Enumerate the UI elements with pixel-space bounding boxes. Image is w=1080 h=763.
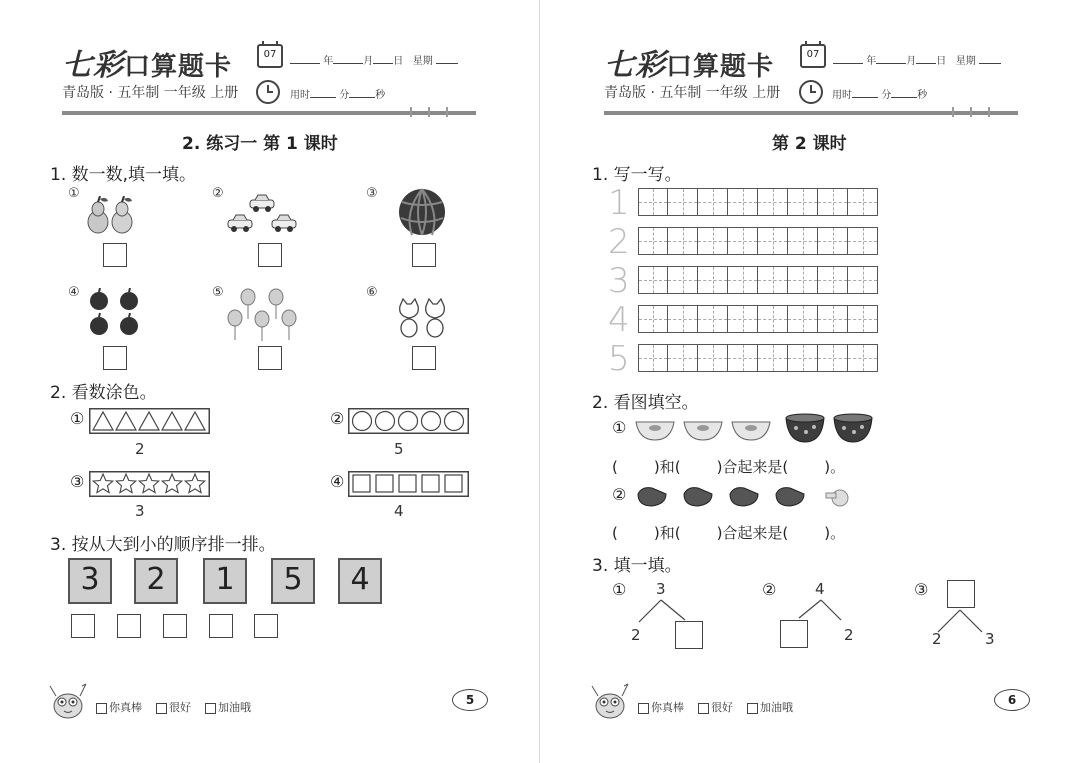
date-fields: 年 月 日 星期 [833, 52, 1001, 67]
number-card: 3 [68, 558, 112, 604]
writing-cell[interactable] [638, 227, 668, 255]
clock-icon [256, 80, 280, 104]
brand-title: 七彩口算题卡 [62, 48, 233, 83]
writing-cell[interactable] [788, 188, 818, 216]
lesson-title: 2. 练习一 第 1 课时 [182, 134, 338, 154]
answer-box[interactable] [254, 614, 278, 638]
target-count: 4 [394, 502, 404, 520]
triangle-strip[interactable] [89, 408, 210, 434]
item-number: ① [612, 580, 627, 599]
writing-cell[interactable] [848, 344, 878, 372]
writing-grid-row [638, 344, 878, 372]
item-number: ③ [366, 186, 378, 201]
writing-cell[interactable] [758, 305, 788, 333]
writing-grid-row [638, 188, 878, 216]
time-fields: 用时 分 秒 [832, 86, 927, 101]
bond-top: 4 [815, 580, 825, 598]
brand-title: 七彩口算题卡 [604, 48, 775, 83]
checkbox[interactable] [747, 703, 758, 714]
writing-cell[interactable] [788, 305, 818, 333]
bond-right: 2 [844, 626, 854, 644]
circle-strip[interactable] [348, 408, 469, 434]
rule-tick [988, 107, 990, 117]
writing-cell[interactable] [758, 266, 788, 294]
pear-icon [84, 196, 140, 234]
trace-digit: 4 [608, 300, 630, 340]
writing-cell[interactable] [758, 188, 788, 216]
writing-cell[interactable] [698, 188, 728, 216]
answer-box[interactable] [675, 621, 703, 649]
writing-cell[interactable] [848, 266, 878, 294]
writing-cell[interactable] [698, 305, 728, 333]
writing-grid-row [638, 227, 878, 255]
writing-cell[interactable] [758, 344, 788, 372]
item-number: ① [70, 409, 85, 428]
rule-tick [952, 107, 954, 117]
header-rule [62, 111, 476, 115]
writing-cell[interactable] [788, 344, 818, 372]
calendar-icon: 07 [257, 44, 283, 68]
answer-box[interactable] [947, 580, 975, 608]
writing-cell[interactable] [668, 266, 698, 294]
answer-box[interactable] [412, 346, 436, 370]
writing-cell[interactable] [818, 188, 848, 216]
fill-sentence: ( )和( )合起来是( )。 [612, 524, 846, 542]
number-card: 4 [338, 558, 382, 604]
rating-options: 你真棒 很好 加油哦 [96, 699, 251, 715]
writing-cell[interactable] [848, 188, 878, 216]
number-card: 2 [134, 558, 178, 604]
watermelon-icon [398, 188, 446, 236]
writing-cell[interactable] [728, 305, 758, 333]
number-card: 5 [271, 558, 315, 604]
item-number: ③ [70, 472, 85, 491]
bond-left: 2 [932, 630, 942, 648]
writing-cell[interactable] [818, 266, 848, 294]
answer-box[interactable] [258, 243, 282, 267]
writing-cell[interactable] [668, 227, 698, 255]
writing-grid-row [638, 305, 878, 333]
target-count: 2 [135, 440, 145, 458]
writing-cell[interactable] [698, 266, 728, 294]
page-number: 6 [994, 689, 1030, 711]
car-icon [226, 192, 300, 236]
rule-tick [410, 107, 412, 117]
trace-digit: 2 [608, 222, 630, 262]
trace-digit: 3 [608, 261, 630, 301]
answer-box[interactable] [117, 614, 141, 638]
writing-cell[interactable] [758, 227, 788, 255]
bond-left: 2 [631, 626, 641, 644]
clock-icon [799, 80, 823, 104]
writing-cell[interactable] [818, 305, 848, 333]
checkbox[interactable] [96, 703, 107, 714]
page-number: 5 [452, 689, 488, 711]
question-3-title: 3. 填一填。 [592, 556, 682, 576]
writing-cell[interactable] [728, 188, 758, 216]
writing-cell[interactable] [668, 344, 698, 372]
question-1-title: 1. 数一数,填一填。 [50, 165, 197, 185]
writing-cell[interactable] [818, 344, 848, 372]
writing-cell[interactable] [848, 305, 878, 333]
writing-cell[interactable] [668, 305, 698, 333]
writing-cell[interactable] [848, 227, 878, 255]
time-fields: 用时 分 秒 [290, 86, 385, 101]
answer-box[interactable] [71, 614, 95, 638]
question-2-title: 2. 看图填空。 [592, 393, 699, 413]
answer-box[interactable] [103, 346, 127, 370]
square-strip[interactable] [348, 471, 469, 497]
item-number: ① [612, 418, 627, 437]
rule-tick [970, 107, 972, 117]
dark-bowl-icon [784, 412, 884, 448]
checkbox[interactable] [698, 703, 709, 714]
item-number: ③ [914, 580, 929, 599]
answer-box[interactable] [412, 243, 436, 267]
writing-cell[interactable] [698, 227, 728, 255]
item-number: ⑤ [212, 285, 224, 300]
item-number: ④ [68, 285, 80, 300]
page-right [540, 0, 1080, 763]
mascot-icon [46, 680, 92, 722]
writing-cell[interactable] [668, 188, 698, 216]
number-card: 1 [203, 558, 247, 604]
writing-cell[interactable] [728, 266, 758, 294]
mascot-icon [588, 680, 634, 722]
apple-icon [88, 288, 140, 338]
checkbox[interactable] [205, 703, 216, 714]
edition-label: 青岛版 · 五年制 一年级 上册 [62, 85, 239, 101]
question-2-title: 2. 看数涂色。 [50, 383, 157, 403]
item-number: ② [762, 580, 777, 599]
writing-grid-row [638, 266, 878, 294]
checkbox[interactable] [638, 703, 649, 714]
edition-label: 青岛版 · 五年制 一年级 上册 [604, 85, 781, 101]
writing-cell[interactable] [818, 227, 848, 255]
item-number: ② [612, 485, 627, 504]
writing-cell[interactable] [638, 344, 668, 372]
writing-cell[interactable] [728, 227, 758, 255]
writing-cell[interactable] [638, 266, 668, 294]
cat-icon [396, 298, 448, 338]
question-3-title: 3. 按从大到小的顺序排一排。 [50, 535, 276, 555]
answer-box[interactable] [258, 346, 282, 370]
checkbox[interactable] [156, 703, 167, 714]
rating-options: 你真棒 很好 加油哦 [638, 699, 793, 715]
whistle-icon [634, 484, 864, 512]
rule-tick [428, 107, 430, 117]
item-number: ④ [330, 472, 345, 491]
star-strip[interactable] [89, 471, 210, 497]
writing-cell[interactable] [728, 344, 758, 372]
answer-box[interactable] [103, 243, 127, 267]
trace-digit: 5 [608, 339, 630, 379]
question-1-title: 1. 写一写。 [592, 165, 682, 185]
answer-box[interactable] [780, 620, 808, 648]
bond-right: 3 [985, 630, 995, 648]
target-count: 3 [135, 502, 145, 520]
target-count: 5 [394, 440, 404, 458]
item-number: ② [330, 409, 345, 428]
answer-box[interactable] [163, 614, 187, 638]
writing-cell[interactable] [788, 227, 818, 255]
calendar-icon: 07 [800, 44, 826, 68]
answer-box[interactable] [209, 614, 233, 638]
fill-sentence: ( )和( )合起来是( )。 [612, 458, 846, 476]
lesson-title: 第 2 课时 [772, 134, 847, 154]
item-number: ② [212, 186, 224, 201]
item-number: ① [68, 186, 80, 201]
writing-cell[interactable] [698, 344, 728, 372]
header-rule [604, 111, 1018, 115]
trace-digit: 1 [608, 183, 630, 223]
item-number: ⑥ [366, 285, 378, 300]
bond-top: 3 [656, 580, 666, 598]
writing-cell[interactable] [638, 188, 668, 216]
writing-cell[interactable] [788, 266, 818, 294]
rule-tick [446, 107, 448, 117]
balloon-icon [226, 288, 300, 344]
writing-cell[interactable] [638, 305, 668, 333]
date-fields: 年 月 日 星期 [290, 52, 458, 67]
